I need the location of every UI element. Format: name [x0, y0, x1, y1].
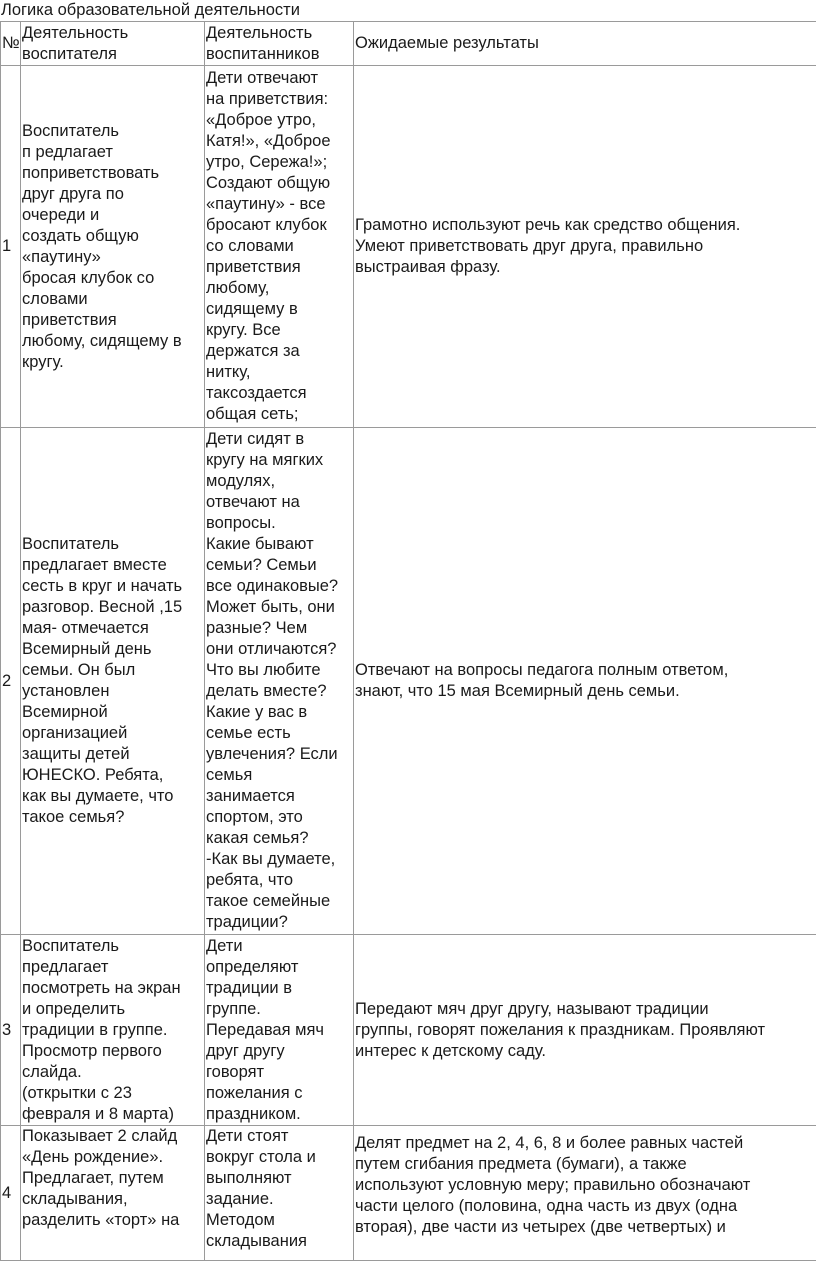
- table-row: [1, 428, 816, 935]
- table-row: [1, 66, 816, 428]
- expected-results-cell: Делят предмет на 2, 4, 6, 8 и более равных частей путем сгибания предмета (бумаги), а также используют условную меру; правильно обозначают части целого (половина, одна часть из двух (одна вторая), две части из четырех (две четвертых) и: [354, 1126, 816, 1261]
- children-activity-cell: Дети отвечают на приветствия: «Доброе утро, Катя!», «Доброе утро, Сережа!»; Создают общую «паутину» - все бросают клубок со словами приветствия любому, сидящему в кругу. Все держатся за нитку, таксоздается общая сеть;: [205, 66, 354, 428]
- children-activity-cell: Дети определяют традиции в группе. Передавая мяч друг другу говорят пожелания с праздником.: [205, 935, 354, 1126]
- row-number: 4: [1, 1126, 21, 1261]
- header-expected-results: Ожидаемые результаты: [354, 22, 816, 66]
- row-number: 1: [1, 66, 21, 428]
- table-header-row: [1, 22, 816, 66]
- expected-results-cell: Отвечают на вопросы педагога полным ответом, знают, что 15 мая Всемирный день семьи.: [354, 428, 816, 935]
- table-row: [1, 1126, 816, 1261]
- row-number: 3: [1, 935, 21, 1126]
- children-activity-cell: Дети сидят в кругу на мягких модулях, отвечают на вопросы. Какие бывают семьи? Семьи все одинаковые? Может быть, они разные? Чем они отличаются? Что вы любите делать вместе? Какие у вас в семье есть увлечения? Если семья занимается спортом, это какая семья? -Как вы думаете, ребята, что такое семейные традиции?: [205, 428, 354, 935]
- children-activity-cell: Дети стоят вокруг стола и выполняют задание. Методом складывания: [205, 1126, 354, 1261]
- expected-results-cell: Передают мяч друг другу, называют традиции группы, говорят пожелания к праздникам. Проявляют интерес к детскому саду.: [354, 935, 816, 1126]
- teacher-activity-cell: Воспитатель п редлагает поприветствовать друг друга по очереди и создать общую «паутину» бросая клубок со словами приветствия любому, сидящему в кругу.: [21, 66, 205, 428]
- teacher-activity-cell: Воспитатель предлагает вместе сесть в круг и начать разговор. Весной ,15 мая- отмечается Всемирный день семьи. Он был установлен Всемирной организацией защиты детей ЮНЕСКО. Ребята, как вы думаете, что такое семья?: [21, 428, 205, 935]
- teacher-activity-cell: Воспитатель предлагает посмотреть на экран и определить традиции в группе. Просмотр первого слайда. (открытки с 23 февраля и 8 марта): [21, 935, 205, 1126]
- expected-results-cell: Грамотно используют речь как средство общения. Умеют приветствовать друг друга, правильно выстраивая фразу.: [354, 66, 816, 428]
- teacher-activity-cell: Показывает 2 слайд «День рождение». Предлагает, путем складывания, разделить «торт» на: [21, 1126, 205, 1261]
- activity-table: [0, 21, 816, 1261]
- row-number: 2: [1, 428, 21, 935]
- document-title: Логика образовательной деятельности: [1, 0, 300, 21]
- header-num: №: [1, 22, 21, 66]
- header-children-activity: Деятельность воспитанников: [205, 22, 354, 66]
- table-row: [1, 935, 816, 1126]
- header-teacher-activity: Деятельность воспитателя: [21, 22, 205, 66]
